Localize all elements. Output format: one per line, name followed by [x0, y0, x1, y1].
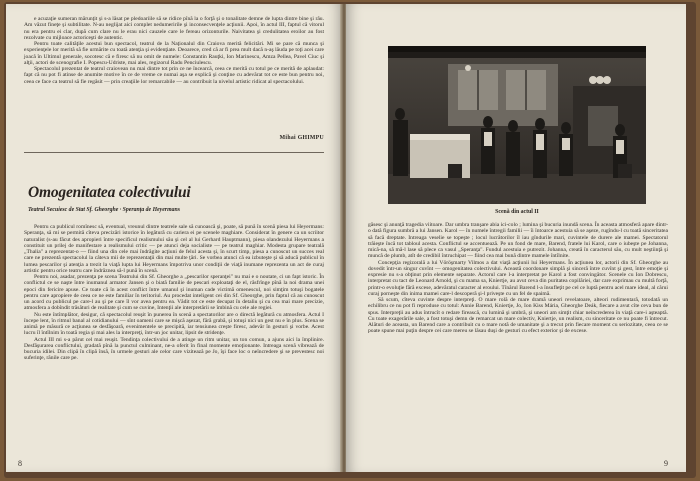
author-credit: Mihai GHIMPU	[279, 135, 324, 141]
photo-caption: Scenă din actul II	[495, 209, 539, 215]
body-paragraph: Actul III mi s-a părut cel mai reuşit. Tendinţa colectivului de a atinge un ritm unitar, un ton comun, a ajuns aici la împlinire. Desfăşurarea conflictului, gradată pînă la punctul culminant, ne-a oferit în final momente emoţionante. Intreaga scenă vibrează de bucuria idilei. Din clipă în clipă însă, în urmele gesturi ale celor care vizitează pe Jo, îşi face loc o neîncredere şi se prevestesc noi suferinţe, rănile care pe.	[24, 336, 324, 362]
body-paragraph: Pentru noi, asadar, prezenţa pe scena Teatrului din Sf. Gheorghe a „pescarilor speranţei" nu mai e o noutate, ci un fapt istoric. În conflictul ce se naşte între inumanul armator Jansen şi o biată familie de pescari exploataţi de el, răsfrînge pînă la noi drama unei epoci din fericire apuse. Ce toate că în acest conflict între umanul şi inuman cade victimă omenescul, noi simţim totuşi bogatele pentru care apropiere de ceea ce ne este familiar în teritoriul. Au procedat inteligent cei din Sf. Gheorghe, prin faptul că au cunoscut un acord cu publicul pe care-l au şi pe care îl vor avea pentru ea. Vădit tot ce este decupat în detaliu şi cu cea mai mare precizie, atmosfera a dobîndit trăsături de realitate şi cum se cuvine, Intenţii ale interpretării se îmbină cu cele ale regiei.	[24, 274, 324, 312]
section-subtitle: Teatrul Secuiesc de Stat Sf. Gheorghe · Speranţa de Heyermans	[28, 207, 180, 213]
article-body-continued	[368, 222, 668, 450]
stage-scene-image	[388, 46, 646, 204]
left-page	[6, 4, 342, 472]
article-body	[24, 224, 324, 449]
body-paragraph: Concepţia regizorală a lui Vöröşmarty Vilmos a dat viaţă acţiunii lui Heyermans. În acţiunea lor, actorii din Sf. Gheorghe au dovedit într-un singur cuvînt — omogenitatea colectivului. Această coordonare simplă şi sinceră între cuvînt şi gest, între emoţie şi expresie nu s-a obţinut prin elemente separate. Actorul care l-a interpretat pe Karol a fost convingător. Scenele cu Ion Dobrescu, interpretat cu tact de Leonard Arnold, şi cu mama sa, Kniertje, au avut ceva din puritatea copilăriei, dar care exprimau cu multă forţă, printr-o evoluţie fără excese, adevăratul caracter al eroului. Tînărul Barend l-a însufleţit pe cel ce luptă pentru acel mare ideal, al cărui curaj porneşte din inima mamei care-l descoperă şi-l priveşte cu un fel de spaimă.	[368, 259, 668, 297]
body-paragraph: Nu este întîmplător, desigur, că spectacolul reuşit în punerea în scenă a spectatorilor are o directă legătură cu atmosfera. Actul I începe lent, în ritmul banal al cotidianului — sînt oameni care se mişcă aşezat, fără grabă, şi totuşi nici un gest nu e în plus. Scena se animă pe măsură ce acţiunea se desfăşoară, evenimentele se precipită, iar tensiunea creşte firesc, adevăr în gesturi şi vorbe. Acest lucru îl întîlnim în toată regia şi mai ales la interpreţi, într-un joc unitar, lipsit de stridenţe.	[24, 311, 324, 337]
right-page	[346, 4, 686, 472]
body-paragraph: Pentru ca publicul romînesc să, eventual, vreunul dintre teatrele sale să cunoască şi, poate, să pună în scenă piesa lui Heyermans: Speranţa, să mi se permită cîteva precizări istorice în legătură cu cariera ei pe scenele maghiare. Considerat în genere ca un scriitor naturalist (s-au făcut des apropieri între specificul realismului său şi cel al lui Gerhard Hauptmann), piesa olandezului Heyermans a constituit un prilej de manifestare a realismului critic — pe atunci deja socialiste — pe teatrul maghiar. Modesta grupare teatrală „Thalia" a reprezentat-o — fiind una din cele mai îndrăgite acţiuni de felul acesta şi, în scurt timp, piesa a cunoscut un succes real care ne prezentă spectacolul la câteva mii de reprezentaţii din mai multe ţări. Se vorbea atunci că ea izbuteşte şi să aducă publicul în lumea pescarilor şi atenţia a trezit la viaţă lupta lui Heyermans împotriva unor condiţii de viaţă inumane reprezenta un act de curaj artistic pentru orice teatru care îndrăznea să-l pună în scenă.	[24, 224, 324, 274]
section-title: Omogenitatea colectivului	[28, 184, 191, 201]
body-paragraph: Să scum, cîteva cuvinte despre interpreţi. O mare rolă de mare dramă uneori revelatoare, alteori rudimentară, totodată un echilibru ce nu pot fi reproduse cu totul: Annie Barend, Kniertje, Jo, Ion Kiss Mária, Gheorghe Deák, fiecare a avut cîte ceva bun de spus. Interpreţii au adus întrucît o redare firească, cu lumină şi umbră, şi uneori am simţit chiar neîncrederea în viaţă care-i aşteaptă. Cu toate exagerările sale, a fost totuşi demn de remarcat un mare colectiv, Kniertje, un realism, cu sinceritate ce nu poate fi întrecut. Alături de aceasta, un Barend care a contribuit cu o mare notă de umanitate şi a trecut prin fiecare moment cu seriozitate, ceea ce se poate spune mai puţin despre cei care mereu se lăsau duşi de gesturi cu efect exterior şi de excese.	[368, 297, 668, 335]
stage-photo	[388, 46, 646, 204]
intro-paragraph: Spectacolul prezentat de teatrul craiovean nu mai dintre tot prin ce ne încearcă, ceea ce merită cu totul pe ce merită de aplaudat: fapt că nu pot fi atinse de anumite motive în ce de vreme ce numai aşa se explică şi conţine cu adevărat tot ce este bun pentru noi, ceea ce face ca teatrul să fie regăsit — prin creaţiile lor remarcabile — au contribuit la nivelul artistic ridicat al spectacolului.	[24, 66, 324, 85]
body-paragraph: găsesc şi anunţă tragedia viitoare. Dar umbra tranşare abia ici-colo ; lumina şi bucuria inundă scena. În aceasta atmosferă apare dintr-o dată figura sumbră a lui Jansen. Karol — în numele întregii familii — îi întoarce acestuia să se aşeze, rugîndu-l cu toată sinceritatea să facă dreptate. Intreaga veselie se topeşte ; locul lucrătorilor îl iau gîndurile mari, cuvintele de durere ale mamei. Spectatorul trăieşte încă tot tabloul acesta. Conflictul se accentuează. Pe un fond de mare, Barend, fratele lui Karol, care o iubeşte pe Johanna, mică-na, să mă-l lase să plece ca vasul „Speranţa". Fundul acestuia e putrezit. Johanna, creată în caracterul său, cu mult neştiinţă şi muncă de plumb, atît de credibil întruchipat — fiind cea mai bună dintre mamele întîlnite.	[368, 222, 668, 260]
divider	[24, 152, 324, 153]
intro-text	[24, 16, 324, 134]
page-number: 8	[18, 459, 22, 468]
intro-paragraph: e acuzaţie sumeran mărunţit şi s-a lăsat pe pledoariile să se ridice pînă la o forţă şi o tonalitate demne de lupta dintre bine şi rău. Am văzut fineţe şi subtilitate. N-au neglijat aici complet nedumeririle şi inconsecvenţele acţiunii. Apoi, în actul III, faptul că vitorul nu era pentru ei clar, după cum clare nu le erau nici cauzele care le fereau orizonturile. Naivitatea şi credulitatea eroilor au fost rezolvate cu mijloace actoriceşti de autentic.	[24, 16, 324, 41]
page-number: 9	[664, 459, 668, 468]
intro-paragraph: Pentru toate calităţile acestui bun spectacol, teatrul de la Naţionalul din Craiova merită felicitări. Mi se pare că munca şi experienţele lor merită să fie urmărite cu toată atenţia şi evidenţiate. Deoarece, cred că ar fi prea mult dacă n-aş lăuda pe toţi acei care joacă în Ultimul generale, socotesc că e firesc să nu omit de numele: Constantin Rauţki, Ion Marinescu, Amza Pellea, Pavel Ciuc şi alţii, actori de scenografie I. Popescu-Udriste, mai ales, regizorul Radu Penciulescu.	[24, 41, 324, 66]
